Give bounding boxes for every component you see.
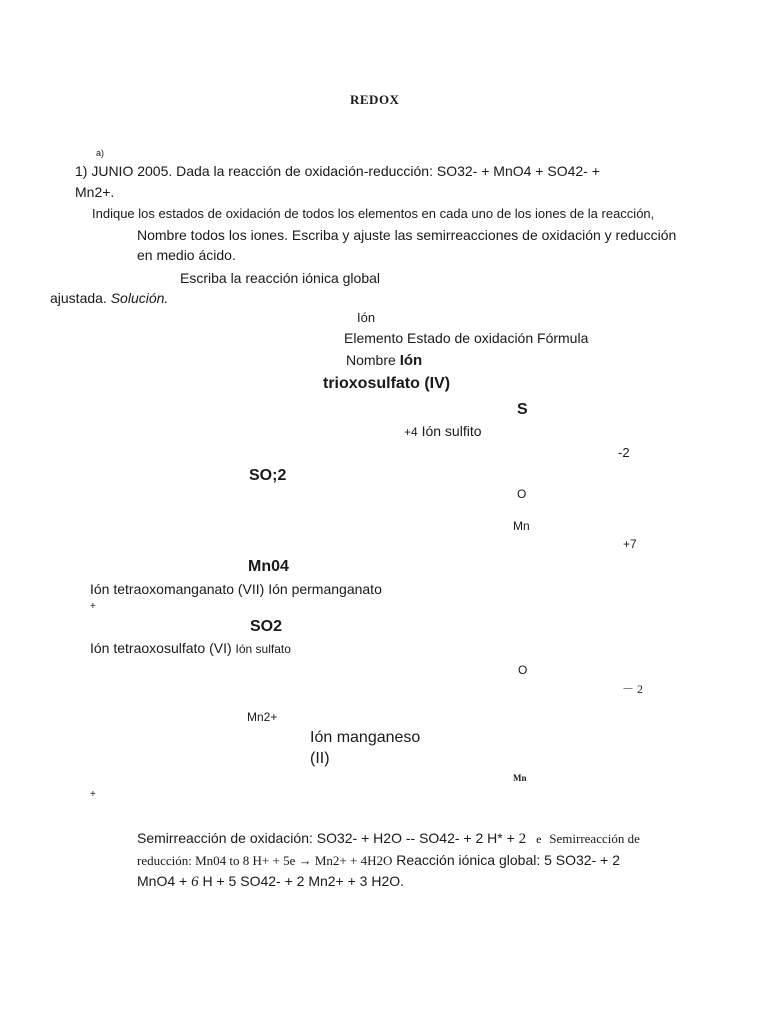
oxidation-state-plus4: +4	[404, 425, 418, 439]
sulfito-row	[404, 423, 482, 440]
nombre-label: Nombre	[346, 352, 396, 368]
global-reaction-start: Reacción iónica global: 5 SO32- + 2	[392, 852, 620, 868]
ion-manganeso: Ión manganeso	[310, 729, 421, 746]
ion-sulfato: Ión sulfato	[235, 642, 291, 656]
charge-plus-second: +	[90, 789, 96, 800]
ion-tetraoxosulfato: Ión tetraoxosulfato (VI)	[90, 640, 232, 656]
document-title: REDOX	[350, 92, 400, 107]
table-nombre-row	[346, 352, 422, 369]
table-col-ion: Ión	[357, 310, 376, 325]
tetraoxosulfato-row	[90, 640, 291, 657]
electron-count-2: 2	[518, 831, 527, 847]
instruction-item-3-line-2	[50, 290, 168, 306]
instruction-item-2-line-2: en medio ácido.	[137, 247, 236, 263]
ion-sulfito: Ión sulfito	[421, 423, 482, 439]
reaction-line-2	[137, 852, 620, 869]
global-reaction-mno4: MnO4 +	[137, 873, 192, 889]
oxidation-half-reaction: Semirreacción de oxidación: SO32- + H2O -- SO42- + 2 H* +	[137, 830, 519, 846]
ajustada-text: ajustada.	[50, 290, 107, 306]
formula-mn04: Mn04	[248, 558, 289, 575]
question-line-1: 1) JUNIO 2005. Dada la reacción de oxidación-reducción: SO32- + MnO4 + SO42- +	[75, 163, 600, 179]
solution-label: Solución.	[110, 290, 169, 306]
ion-manganeso-ii: (II)	[310, 750, 330, 767]
reduction-half-reaction: reducción: Mn04 to 8 H+ + 5e → Mn2+ + 4H2O	[137, 853, 393, 868]
element-o-second: O	[518, 663, 528, 677]
element-mn-first: Mn	[513, 519, 530, 533]
trioxosulfato-name: trioxosulfato (IV)	[323, 375, 451, 392]
formula-so2-second: SO2	[250, 618, 283, 635]
element-o-first: O	[517, 487, 527, 501]
instruction-item-1: Indique los estados de oxidación de todos los elementos en cada uno de los iones de la reacción,	[92, 206, 655, 221]
question-line-2: Mn2+.	[75, 184, 115, 200]
charge-plus-first: +	[90, 601, 96, 612]
instruction-item-3-line-1: Escriba la reacción iónica global	[180, 270, 380, 286]
ion-bold-label: Ión	[399, 352, 423, 369]
instruction-item-2-line-1: Nombre todos los iones. Escriba y ajuste las semirreacciones de oxidación y reducción	[137, 227, 677, 243]
reaction-line-1	[137, 830, 640, 848]
reduction-label-start: Semirreacción de	[549, 831, 640, 846]
proton-count-6: 6	[191, 874, 199, 890]
reaction-line-3	[137, 873, 404, 891]
electron-symbol: e	[536, 832, 542, 846]
oxidation-state-plus7: +7	[623, 537, 637, 551]
formula-so2-first: SO;2	[249, 467, 287, 484]
element-s: S	[517, 401, 528, 418]
item-marker: a)	[96, 148, 105, 158]
global-reaction-end: H + 5 SO42- + 2 Mn2+ + 3 H2O.	[198, 873, 405, 889]
oxidation-state-minus2-second: － 2	[622, 682, 644, 696]
oxidation-state-minus2: -2	[618, 445, 630, 460]
element-mn-second: Mn	[513, 773, 527, 783]
table-header-line: Elemento Estado de oxidación Fórmula	[344, 330, 589, 346]
formula-mn2plus: Mn2+	[247, 710, 278, 724]
ion-tetraoxomanganato: Ión tetraoxomanganato (VII) Ión permanganato	[90, 581, 382, 597]
